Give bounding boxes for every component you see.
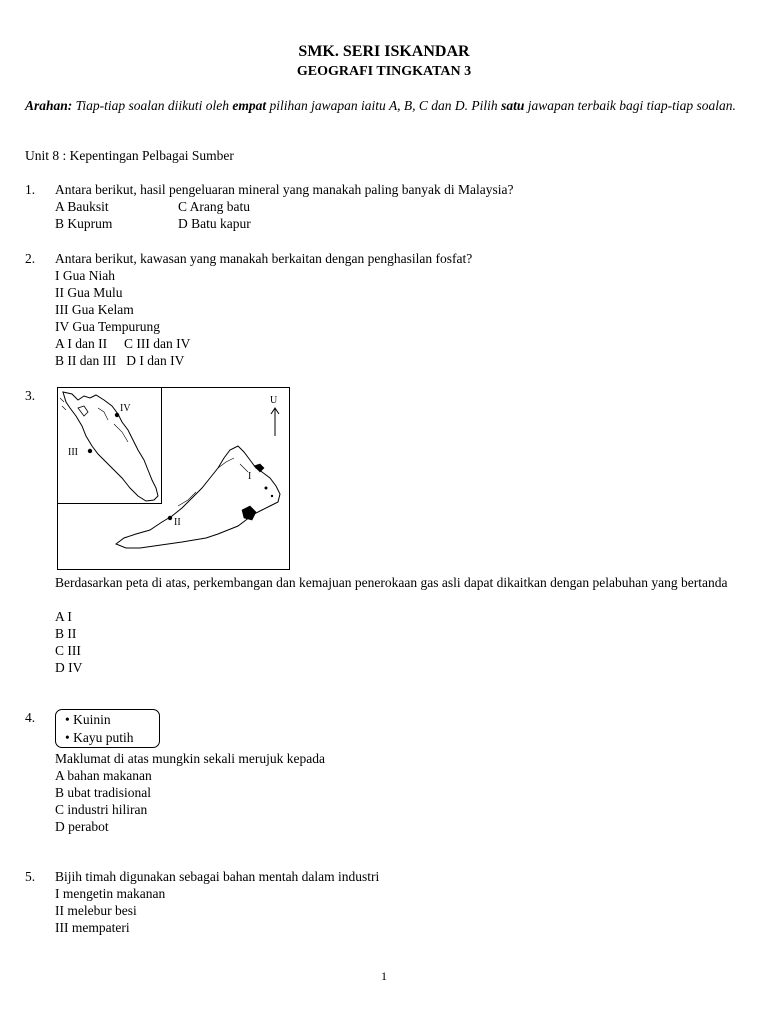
q1-text: Antara berikut, hasil pengeluaran mineral yang manakah paling banyak di Malaysia? (55, 182, 514, 197)
q2-item: II Gua Mulu (55, 285, 123, 300)
q3-text: Berdasarkan peta di atas, perkembangan dan kemajuan penerokaan gas asli dapat dikaitkan dengan pelabuhan yang bertanda (55, 575, 728, 590)
map-marker-iii: III (68, 447, 78, 458)
q4-number: 4. (25, 710, 36, 725)
q2-text: Antara berikut, kawasan yang manakah berkaitan dengan penghasilan fosfat? (55, 251, 473, 266)
q2-options-row: B II dan III D I dan IV (55, 353, 185, 368)
q5-text: Bijih timah digunakan sebagai bahan mentah dalam industri (55, 869, 380, 884)
q4-text: Maklumat di atas mungkin sekali merujuk kepada (55, 751, 325, 766)
instruction-text: Tiap-tiap soalan diikuti oleh (72, 98, 233, 113)
q2-item: III Gua Kelam (55, 302, 134, 317)
school-name: SMK. SERI ISKANDAR (298, 43, 470, 60)
q1-option-d: D Batu kapur (178, 216, 251, 231)
q3-option: B II (55, 626, 77, 641)
unit-heading: Unit 8 : Kepentingan Pelbagai Sumber (25, 148, 234, 163)
q3-number: 3. (25, 388, 36, 403)
q4-box-item: • Kayu putih (65, 730, 134, 745)
map-outline (58, 388, 291, 571)
map-marker-iv: IV (120, 403, 131, 414)
q4-info-box (55, 709, 160, 748)
q1-number: 1. (25, 182, 36, 197)
malaysia-map (57, 387, 290, 570)
q5-item: II melebur besi (55, 903, 137, 918)
q1-option-c: C Arang batu (178, 199, 250, 214)
q5-item: I mengetin makanan (55, 886, 166, 901)
instruction-label: Arahan: (25, 98, 73, 113)
instruction-emphasis: satu (501, 98, 525, 113)
q5-item: III mempateri (55, 920, 130, 935)
instruction-text: jawapan terbaik bagi tiap-tiap soalan. (524, 98, 736, 113)
q3-option: C III (55, 643, 81, 658)
instruction-text: pilihan jawapan iaitu A, B, C dan D. Pilih (266, 98, 502, 113)
q4-option: D perabot (55, 819, 109, 834)
q2-item: I Gua Niah (55, 268, 115, 283)
map-marker-ii: II (174, 517, 181, 528)
q2-number: 2. (25, 251, 36, 266)
instructions (25, 97, 743, 114)
q5-number: 5. (25, 869, 36, 884)
page-number: 1 (381, 969, 387, 983)
q3-option: D IV (55, 660, 83, 675)
q1-option-b: B Kuprum (55, 216, 113, 231)
instruction-emphasis: empat (232, 98, 267, 113)
subject-title: GEOGRAFI TINGKATAN 3 (296, 64, 472, 79)
q4-option: C industri hiliran (55, 802, 148, 817)
q1-option-a: A Bauksit (55, 199, 109, 214)
q3-option: A I (55, 609, 72, 624)
q4-option: A bahan makanan (55, 768, 152, 783)
q2-item: IV Gua Tempurung (55, 319, 161, 334)
q4-box-item: • Kuinin (65, 712, 111, 727)
map-marker-i: I (248, 471, 252, 482)
q4-option: B ubat tradisional (55, 785, 151, 800)
q2-options-row: A I dan II C III dan IV (55, 336, 191, 351)
north-label: U (270, 395, 278, 406)
